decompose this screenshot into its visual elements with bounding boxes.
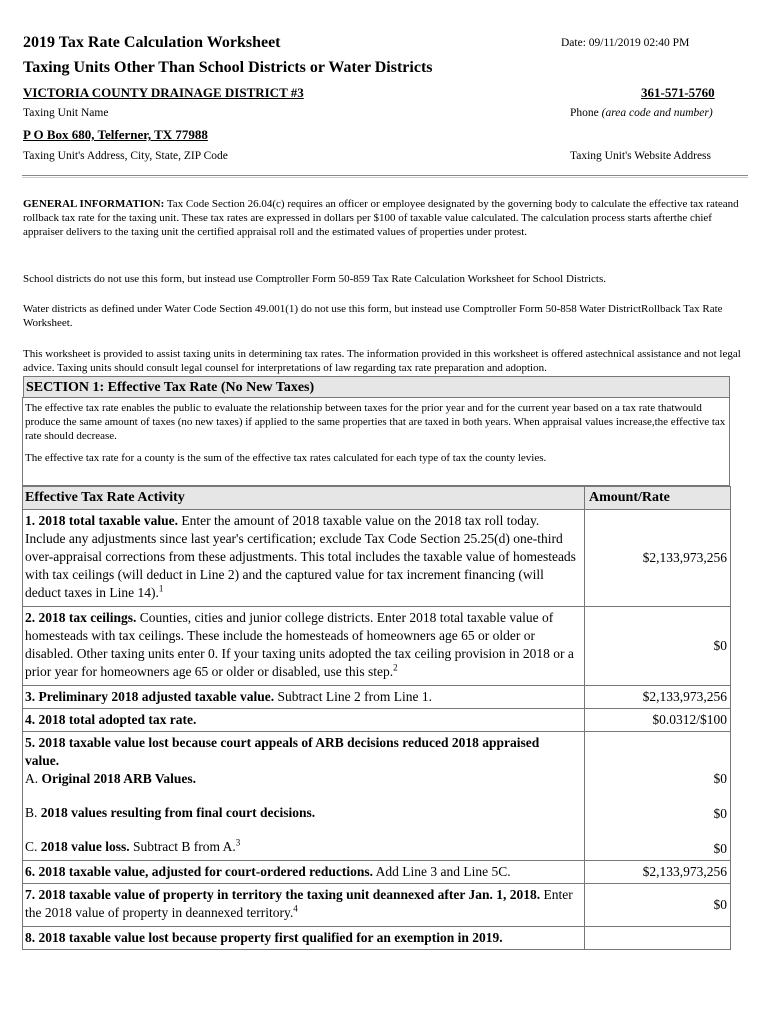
line-5-label: 5. 2018 taxable value lost because court appeals of ARB decisions reduced 2018 appraised value.	[25, 735, 540, 768]
line-5-description	[23, 732, 585, 861]
phone-label-italic: (area code and number)	[601, 107, 713, 119]
table-row	[23, 510, 731, 607]
line-2-footnote: 2	[393, 662, 398, 673]
line-6-description	[23, 861, 585, 884]
general-information-lead: GENERAL INFORMATION:	[23, 198, 165, 210]
form-title: 2019 Tax Rate Calculation Worksheet	[23, 34, 281, 51]
line-8-amount	[585, 927, 731, 950]
line-5a-label: Original 2018 ARB Values.	[41, 771, 197, 786]
line-3-label: 3. Preliminary 2018 adjusted taxable value.	[25, 689, 275, 704]
section-1-title: SECTION 1: Effective Tax Rate (No New Taxes)	[23, 376, 730, 398]
table-header-row	[23, 487, 731, 510]
form-date: Date: 09/11/2019 02:40 PM	[561, 37, 690, 49]
general-information-text: Tax Code Section 26.04(c) requires an officer or employee designated by the governing body to calculate the effective tax rateand rollback tax rate for the taxing unit. These tax rates are expressed in dollars per $100 of taxable value calculated. The calculation process starts afterthe chief appraiser delivers to the taxing unit the certified appraisal roll and the estimated values of properties under protest.	[23, 198, 739, 238]
section-1-desc-1: The effective tax rate enables the public to evaluate the relationship between taxes for the prior year and for the current year based on a tax rate thatwould produce the same amount of taxes (no new taxes) if applied to the same properties that are taxed in both years. When appraisal values increase,the effective tax rate should decrease.	[25, 402, 726, 442]
table-row	[23, 884, 731, 927]
line-2-description	[23, 607, 585, 686]
worksheet-disclaimer: This worksheet is provided to assist taxing units in determining tax rates. The information provided in this worksheet is offered astechnical assistance and not legal advice. Taxing units should consult legal counsel for interpretations of law regarding tax rate preparation and adoption.	[23, 348, 741, 374]
section-1-description	[22, 397, 730, 486]
line-2-label: 2. 2018 tax ceilings.	[25, 610, 137, 625]
col-amount-header: Amount/Rate	[585, 487, 731, 510]
taxing-unit-name-label: Taxing Unit Name	[23, 107, 109, 119]
line-5b-label: 2018 values resulting from final court decisions.	[40, 805, 316, 820]
line-5a-amount: $0	[713, 771, 727, 786]
line-6-text: Add Line 3 and Line 5C.	[372, 864, 511, 879]
taxing-unit-address: P O Box 680, Telferner, TX 77988	[23, 127, 208, 142]
table-row	[23, 607, 731, 686]
line-5-amounts	[585, 732, 731, 861]
line-3-description	[23, 686, 585, 709]
header-divider	[22, 175, 748, 178]
line-5c-prefix: C.	[25, 839, 41, 854]
line-7-description	[23, 884, 585, 927]
table-row	[23, 709, 731, 732]
line-3-text: Subtract Line 2 from Line 1.	[274, 689, 432, 704]
water-districts-note: Water districts as defined under Water Code Section 49.001(1) do not use this form, but instead use Comptroller Form 50-858 Water DistrictRollback Tax Rate Worksheet.	[23, 303, 723, 329]
table-row	[23, 686, 731, 709]
line-5a	[23, 770, 584, 788]
phone-label-text: Phone	[570, 107, 599, 119]
website-label: Taxing Unit's Website Address	[570, 150, 711, 162]
line-4-description	[23, 709, 585, 732]
line-5b-amount: $0	[713, 806, 727, 821]
line-4-label: 4. 2018 total adopted tax rate.	[25, 712, 197, 727]
line-1-description	[23, 510, 585, 607]
line-1-amount: $2,133,973,256	[585, 510, 731, 607]
line-5-heading	[23, 732, 567, 770]
line-5c-text: Subtract B from A.	[129, 839, 236, 854]
line-7-amount: $0	[585, 884, 731, 927]
line-5c	[23, 822, 584, 858]
line-8-label: 8. 2018 taxable value lost because property first qualified for an exemption in 2019.	[25, 930, 503, 945]
table-row	[23, 861, 731, 884]
line-7-footnote: 4	[293, 903, 298, 914]
table-row	[23, 732, 731, 861]
section-1-desc-2: The effective tax rate for a county is the sum of the effective tax rates calculated for each type of tax the county levies.	[25, 452, 547, 464]
taxing-unit-name: VICTORIA COUNTY DRAINAGE DISTRICT #3	[23, 85, 304, 100]
col-activity-header: Effective Tax Rate Activity	[23, 487, 585, 510]
line-3-amount: $2,133,973,256	[585, 686, 731, 709]
form-subtitle: Taxing Units Other Than School Districts or Water Districts	[23, 59, 433, 76]
table-row	[23, 927, 731, 950]
address-label: Taxing Unit's Address, City, State, ZIP Code	[23, 150, 228, 162]
line-5c-amount: $0	[713, 841, 727, 856]
line-6-amount: $2,133,973,256	[585, 861, 731, 884]
line-6-label: 6. 2018 taxable value, adjusted for court-ordered reductions.	[25, 864, 373, 879]
line-7-text: Enter the 2018 value of property in deannexed territory.	[25, 887, 573, 920]
line-1-footnote: 1	[158, 583, 164, 594]
taxing-unit-phone: 361-571-5760	[641, 85, 715, 100]
line-2-text: Counties, cities and junior college districts. Enter 2018 total taxable value of homesteads with tax ceilings. These include the homesteads of homeowners age 65 or older or disabled. Other taxing units enter 0. If your taxing units adopted the tax ceiling provision in 2018 or a prior year for homeowners age 65 or older or disabled, use this step.	[25, 610, 574, 679]
phone-label	[570, 107, 713, 119]
school-districts-note: School districts do not use this form, but instead use Comptroller Form 50-859 Tax Rate Calculation Worksheet for School Districts.	[23, 273, 607, 285]
line-5c-label: 2018 value loss.	[40, 839, 130, 854]
line-5a-prefix: A.	[25, 771, 42, 786]
line-1-text: Enter the amount of 2018 taxable value on the 2018 tax roll today. Include any adjustments since last year's certification; exclude Tax Code Section 25.25(d) one-third over-appraisal corrections from these adjustments. This total includes the taxable value of homesteads with tax ceilings (will deduct in Line 2) and the captured value for tax increment financing (will deduct taxes in Line 14).	[25, 513, 576, 600]
line-2-amount: $0	[585, 607, 731, 686]
line-1-label: 1. 2018 total taxable value.	[25, 513, 178, 528]
line-4-amount: $0.0312/$100	[585, 709, 731, 732]
line-7-label: 7. 2018 taxable value of property in territory the taxing unit deannexed after Jan. 1, 2018.	[25, 887, 541, 902]
effective-tax-rate-table	[22, 486, 731, 950]
line-8-description	[23, 927, 585, 950]
line-5b	[23, 788, 584, 822]
line-5b-prefix: B.	[25, 805, 41, 820]
line-5c-footnote: 3	[235, 837, 241, 848]
general-information	[23, 197, 745, 239]
